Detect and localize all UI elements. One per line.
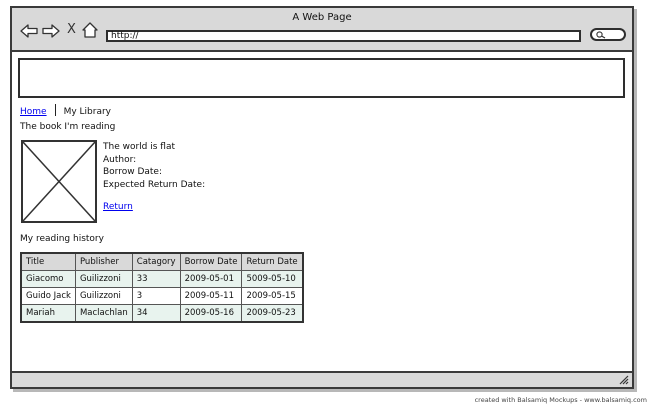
status-bar	[12, 371, 632, 387]
table-cell: Giacomo	[21, 271, 75, 288]
table-row[interactable]	[21, 271, 303, 288]
expected-return-label: Expected Return Date:	[103, 179, 206, 190]
address-bar-value: http://	[111, 31, 139, 41]
browser-titlebar	[12, 8, 632, 52]
column-header[interactable]: Catagory	[132, 253, 180, 271]
history-section-label: My reading history	[20, 234, 104, 244]
table-cell: Maclachlan	[75, 305, 132, 323]
table-row[interactable]	[21, 288, 303, 305]
browser-window	[10, 6, 634, 389]
return-link[interactable]: Return	[103, 202, 133, 212]
nav-link-home[interactable]: Home	[20, 107, 47, 117]
reading-section-label: The book I'm reading	[20, 122, 116, 132]
nav-divider	[55, 104, 56, 116]
magnifier-icon	[596, 31, 606, 39]
mockup-credit: created with Balsamiq Mockups - www.balsamiq.com	[474, 396, 647, 404]
table-cell: 2009-05-01	[180, 271, 242, 288]
borrow-date-label: Borrow Date:	[103, 167, 162, 177]
column-header[interactable]: Return Date	[242, 253, 303, 271]
table-cell: Guilizzoni	[75, 271, 132, 288]
table-cell: Guilizzoni	[75, 288, 132, 305]
table-cell: 34	[132, 305, 180, 323]
column-header[interactable]: Publisher	[75, 253, 132, 271]
breadcrumb	[20, 104, 111, 116]
stop-icon[interactable]: X	[67, 22, 76, 37]
house-icon[interactable]	[82, 22, 98, 38]
header-banner	[18, 58, 625, 98]
table-cell: 3	[132, 288, 180, 305]
table-row[interactable]	[21, 305, 303, 323]
arrow-right-icon[interactable]	[42, 24, 60, 38]
table-cell: Mariah	[21, 305, 75, 323]
table-cell: Guido Jack	[21, 288, 75, 305]
book-details	[103, 141, 205, 191]
address-bar-input[interactable]	[106, 30, 581, 42]
book-author-label: Author:	[103, 154, 137, 165]
table-cell: 5009-05-10	[242, 271, 303, 288]
image-placeholder-icon	[21, 140, 97, 223]
nav-current-page: My Library	[63, 107, 111, 117]
resize-grip-icon[interactable]	[618, 374, 629, 385]
table-cell: 2009-05-11	[180, 288, 242, 305]
arrow-left-icon[interactable]	[20, 24, 38, 38]
window-title: A Web Page	[292, 12, 352, 23]
table-header-row	[21, 253, 303, 271]
column-header[interactable]: Borrow Date	[180, 253, 242, 271]
table-cell: 2009-05-23	[242, 305, 303, 323]
table-cell: 2009-05-15	[242, 288, 303, 305]
book-title: The world is flat	[103, 142, 176, 152]
page-content	[12, 54, 632, 371]
column-header[interactable]: Title	[21, 253, 75, 271]
table-cell: 2009-05-16	[180, 305, 242, 323]
table-cell: 33	[132, 271, 180, 288]
reading-history-table	[20, 252, 304, 323]
search-box[interactable]	[590, 28, 626, 41]
